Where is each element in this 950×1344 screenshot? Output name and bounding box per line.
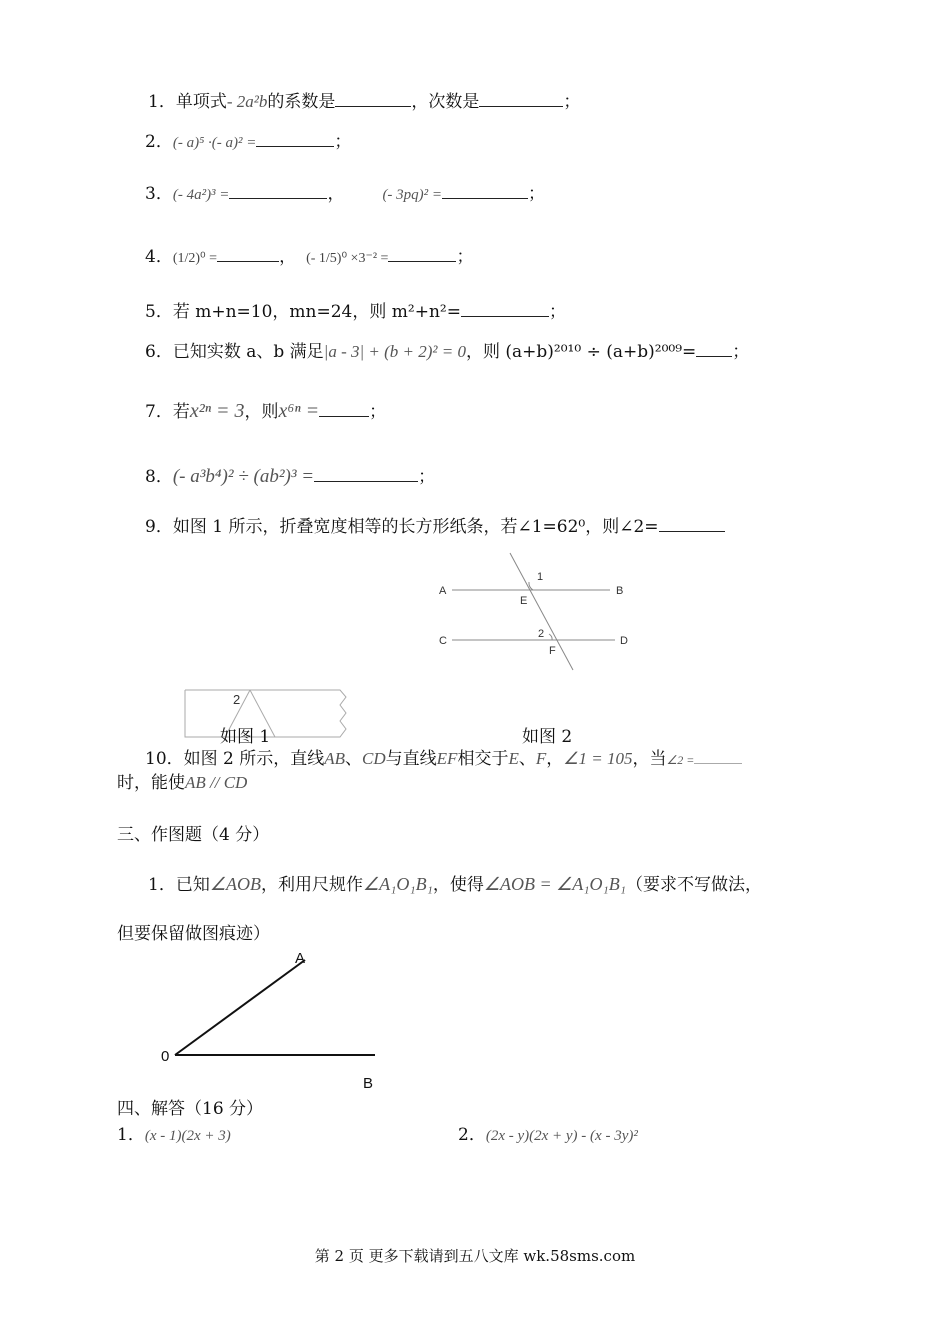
math-expression: (x - 1)(2x + 3) <box>144 1128 231 1144</box>
answer-blank[interactable] <box>229 182 327 199</box>
solve-question-2 <box>458 1124 638 1147</box>
math-expression: CD <box>362 749 386 768</box>
question-text: ，当 <box>632 749 667 769</box>
question-2 <box>145 130 351 154</box>
figure-2-caption: 如图 2 <box>522 727 573 747</box>
question-text: 如图 1 所示，折叠宽度相等的长方形纸条，若∠1=62⁰，则∠2= <box>172 517 659 537</box>
math-expression: (- a)⁵ ·(- a)² = <box>172 135 257 151</box>
question-text: 如图 2 所示，直线 <box>183 749 325 769</box>
answer-blank[interactable] <box>256 130 334 147</box>
answer-blank[interactable] <box>442 182 528 199</box>
question-3 <box>145 182 545 206</box>
math-expression: (- 4a²)³ = <box>172 187 230 203</box>
label-angle-1: 1 <box>537 571 544 583</box>
question-number: 3． <box>145 184 173 204</box>
construction-question-1-line-2: 但要保留做图痕迹） <box>117 924 270 944</box>
figure-parallel-lines <box>430 550 640 675</box>
question-text: 、 <box>518 749 536 769</box>
question-number: 5． <box>145 302 173 322</box>
math-expression: - 2a²b <box>226 92 268 111</box>
answer-blank[interactable] <box>335 90 411 107</box>
label-angle-2: 2 <box>538 628 545 640</box>
question-4 <box>145 245 473 270</box>
math-expression: (- 3pq)² = <box>382 187 443 203</box>
question-number: 6． <box>145 342 173 362</box>
label-e: E <box>520 595 528 607</box>
question-10-line-2 <box>117 772 247 794</box>
math-expression: (1/2)⁰ = <box>172 251 218 266</box>
question-text: 与直线 <box>385 749 437 769</box>
answer-blank[interactable] <box>319 400 369 417</box>
label-b: B <box>616 585 624 597</box>
math-expression: (- a³b⁴)² ÷ (ab²)³ = <box>172 466 315 487</box>
label-f: F <box>549 645 556 657</box>
question-1 <box>148 90 580 113</box>
question-number: 9． <box>145 517 173 537</box>
math-expression: AB <box>324 749 346 768</box>
question-number: 10． <box>145 749 184 769</box>
answer-blank[interactable] <box>479 90 563 107</box>
question-text: 若 <box>172 402 190 422</box>
math-expression: F <box>535 749 547 768</box>
label-a: A <box>295 950 306 967</box>
answer-blank[interactable] <box>696 340 732 357</box>
question-text: 相交于 <box>457 749 509 769</box>
question-number: 8． <box>145 467 173 487</box>
section-3-title: 三、作图题（4 分） <box>117 825 270 845</box>
math-expression: ∠A₁O₁B₁ <box>362 874 433 894</box>
question-text: ， <box>279 247 297 267</box>
solve-question-1 <box>117 1124 231 1147</box>
question-7 <box>145 400 386 423</box>
question-number: 2． <box>145 132 173 152</box>
math-expression: E <box>508 749 519 768</box>
question-number: 4． <box>145 247 173 267</box>
question-text: ，使得 <box>432 875 484 895</box>
question-number: 2． <box>458 1125 486 1145</box>
question-text: ； <box>418 467 436 487</box>
angle-2-arc <box>549 634 552 640</box>
page-footer: 第 2 页 更多下载请到五八文库 wk.58sms.com <box>314 1247 636 1265</box>
question-text: ，次数是 <box>411 92 480 112</box>
answer-blank[interactable] <box>217 245 279 262</box>
math-expression: |a - 3| + (b + 2)² = 0 <box>323 342 466 361</box>
question-10 <box>145 747 742 771</box>
answer-blank[interactable] <box>694 747 742 764</box>
question-6 <box>145 340 749 363</box>
label-a: A <box>439 585 447 597</box>
label-o: 0 <box>161 1048 170 1065</box>
math-expression: EF <box>436 749 458 768</box>
question-9 <box>145 515 725 538</box>
answer-blank[interactable] <box>314 465 418 482</box>
math-expression: (2x - y)(2x + y) - (x - 3y)² <box>485 1128 638 1144</box>
answer-blank[interactable] <box>388 245 456 262</box>
math-expression: x²ⁿ = 3 <box>189 400 245 422</box>
question-text: ； <box>732 342 750 362</box>
math-expression: ∠1 = 105 <box>563 749 633 768</box>
question-number: 1． <box>117 1125 145 1145</box>
question-text: ， <box>546 749 564 769</box>
math-expression: ∠AOB = ∠A₁O₁B₁ <box>483 874 627 894</box>
label-angle-2: 2 <box>233 692 241 707</box>
question-text: （要求不写做法， <box>626 875 763 895</box>
question-text: ； <box>548 302 566 322</box>
question-text: ； <box>563 92 581 112</box>
question-text: ； <box>369 402 387 422</box>
question-text: ； <box>334 132 352 152</box>
question-text: ， <box>327 184 345 204</box>
question-text: 已知实数 a、b 满足 <box>172 342 324 362</box>
question-text: 的系数是 <box>267 92 336 112</box>
figure-1-caption: 如图 1 <box>220 727 271 747</box>
question-number: 7． <box>145 402 173 422</box>
question-text: ，利用尺规作 <box>260 875 363 895</box>
question-text: ； <box>456 247 474 267</box>
answer-blank[interactable] <box>461 300 549 317</box>
label-c: C <box>439 635 447 647</box>
section-4-title: 四、解答（16 分） <box>117 1099 264 1119</box>
math-expression: AB // CD <box>185 773 248 792</box>
figure-angle-aob <box>155 945 385 1095</box>
question-text: 单项式 <box>175 92 227 112</box>
construction-question-1 <box>148 873 762 896</box>
question-text: 已知 <box>175 875 210 895</box>
question-number: 1． <box>148 92 176 112</box>
math-expression: (- 1/5)⁰ ×3⁻² = <box>306 251 389 266</box>
question-text: ，则 (a+b)²⁰¹⁰ ÷ (a+b)²⁰⁰⁹= <box>466 342 697 362</box>
question-8 <box>145 465 435 488</box>
question-text: 、 <box>345 749 363 769</box>
math-expression: ∠AOB <box>209 874 261 894</box>
ray-oa <box>175 960 305 1055</box>
question-number: 1． <box>148 875 176 895</box>
question-text: ； <box>528 184 546 204</box>
label-d: D <box>620 635 628 647</box>
question-text: ，则 <box>244 402 279 422</box>
math-expression: x⁶ⁿ = <box>278 400 320 422</box>
question-text: 时，能使 <box>117 773 185 793</box>
answer-blank[interactable] <box>659 515 725 532</box>
math-expression: ∠2 = <box>666 753 695 767</box>
label-b: B <box>363 1075 374 1092</box>
question-5 <box>145 300 566 323</box>
question-text: 若 m+n=10，mn=24，则 m²+n²= <box>172 302 461 322</box>
